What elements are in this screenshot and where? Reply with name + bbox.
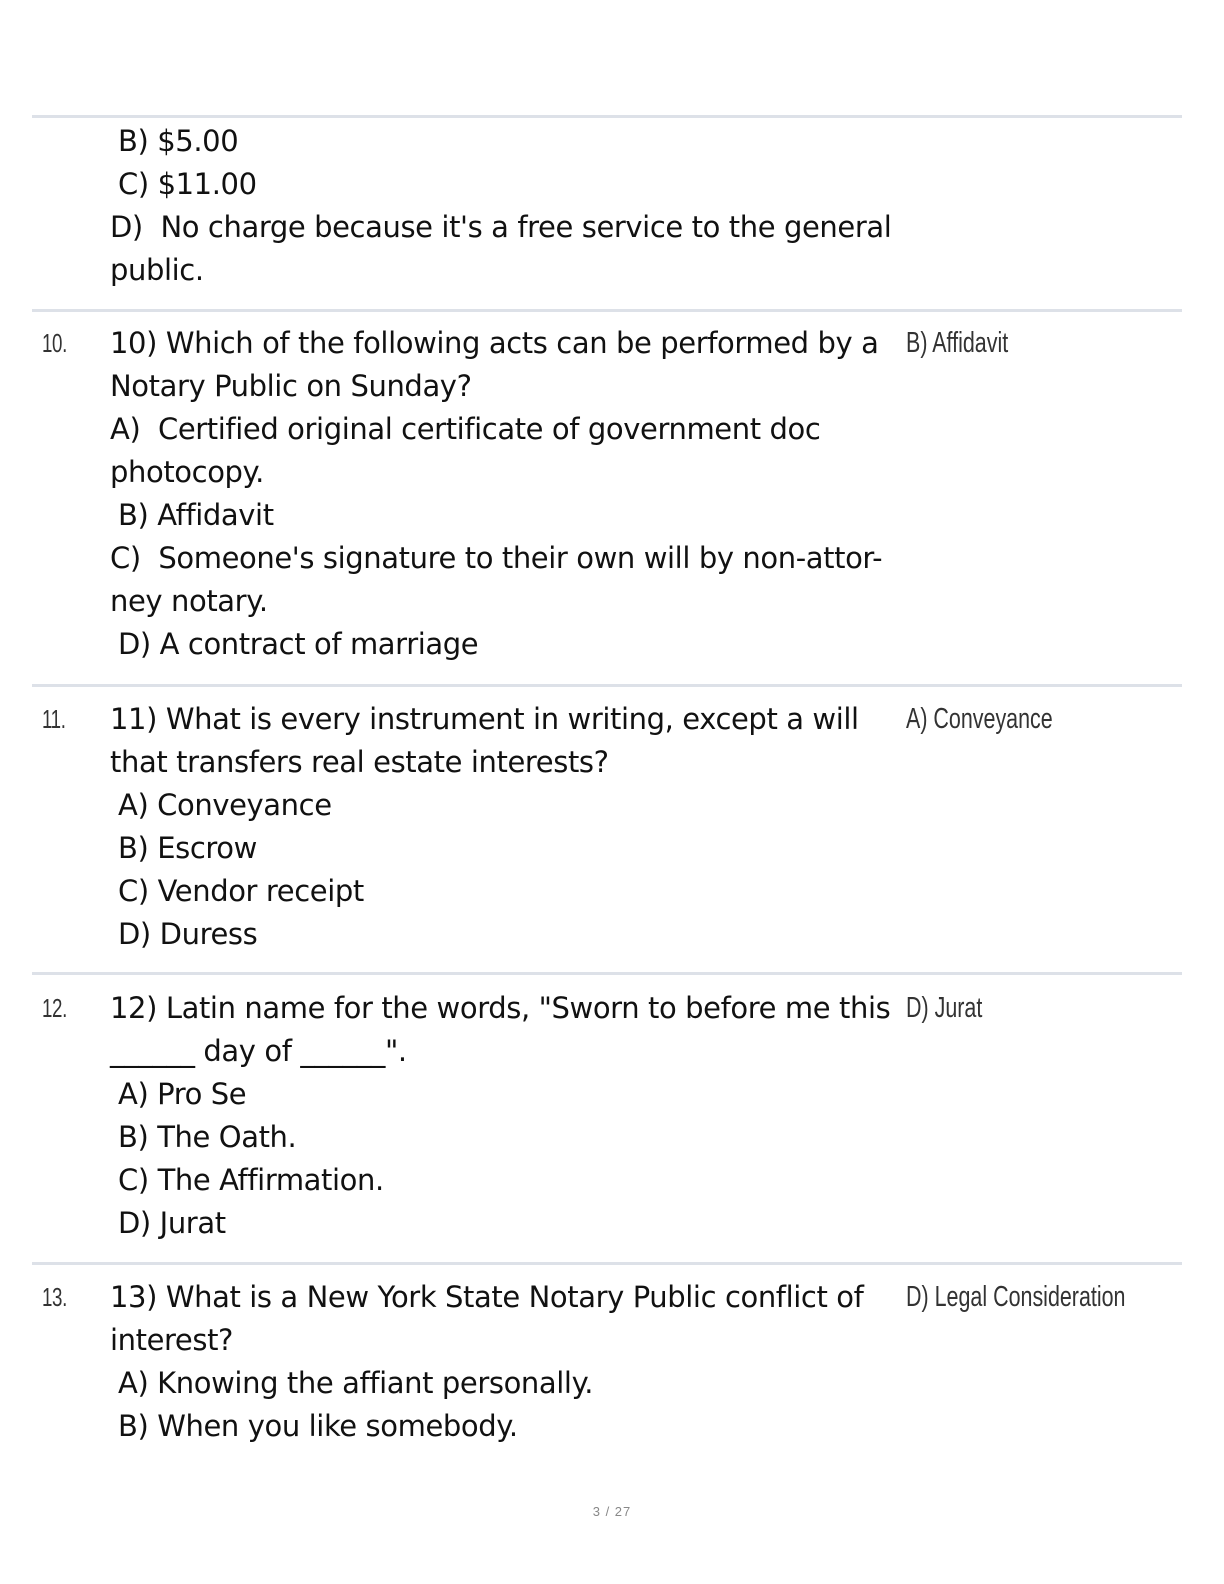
option-line: C) The Affirmation. — [118, 1163, 384, 1197]
option-line: D) A contract of marriage — [118, 627, 479, 661]
question-number: 13. — [42, 1282, 67, 1312]
question-number: 11. — [42, 704, 66, 734]
option-line: B) Escrow — [118, 831, 257, 865]
question-line: interest? — [110, 1323, 234, 1357]
option-line: A) Conveyance — [118, 788, 332, 822]
option-line: photocopy. — [110, 455, 264, 489]
question-line: Notary Public on Sunday? — [110, 369, 472, 403]
option-line: B) The Oath. — [118, 1120, 297, 1154]
question-number: 12. — [42, 993, 67, 1023]
answer-text: D) Jurat — [906, 992, 983, 1024]
answer-text: A) Conveyance — [906, 703, 1053, 735]
question-line: 11) What is every instrument in writing, except a will — [110, 702, 859, 736]
question-line: ______ day of ______". — [110, 1034, 407, 1068]
option-line: A) Certified original certificate of government doc — [110, 412, 821, 446]
question-line: 12) Latin name for the words, "Sworn to before me this — [110, 991, 891, 1025]
question-line: 13) What is a New York State Notary Public conflict of — [110, 1280, 864, 1314]
question-text — [110, 698, 910, 956]
divider — [32, 972, 1182, 975]
option-line: B) When you like somebody. — [118, 1409, 518, 1443]
question-line: that transfers real estate interests? — [110, 745, 609, 779]
option-line: A) Pro Se — [118, 1077, 247, 1111]
question-line: 10) Which of the following acts can be performed by a — [110, 326, 879, 360]
question-text — [110, 987, 910, 1245]
option-line: A) Knowing the affiant personally. — [118, 1366, 594, 1400]
option-line: B) Affidavit — [118, 498, 274, 532]
option-line: public. — [110, 253, 204, 287]
option-line: ney notary. — [110, 584, 268, 618]
question-number: 10. — [42, 328, 67, 358]
option-line: D) Jurat — [118, 1206, 226, 1240]
option-line: D) No charge because it's a free service to the general — [110, 210, 892, 244]
option-line: C) $11.00 — [118, 167, 257, 201]
option-line: D) Duress — [118, 917, 258, 951]
option-line: C) Vendor receipt — [118, 874, 364, 908]
answer-text: B) Affidavit — [906, 327, 1009, 359]
divider — [32, 115, 1182, 118]
question-text — [110, 322, 910, 666]
option-line: B) $5.00 — [118, 124, 239, 158]
question-text — [110, 120, 910, 292]
question-text — [110, 1276, 910, 1448]
divider — [32, 684, 1182, 687]
page-number: 3 / 27 — [592, 1504, 632, 1519]
divider — [32, 309, 1182, 312]
answer-text: D) Legal Consideration — [906, 1281, 1126, 1313]
option-line: C) Someone's signature to their own will by non-attor- — [110, 541, 883, 575]
divider — [32, 1262, 1182, 1265]
